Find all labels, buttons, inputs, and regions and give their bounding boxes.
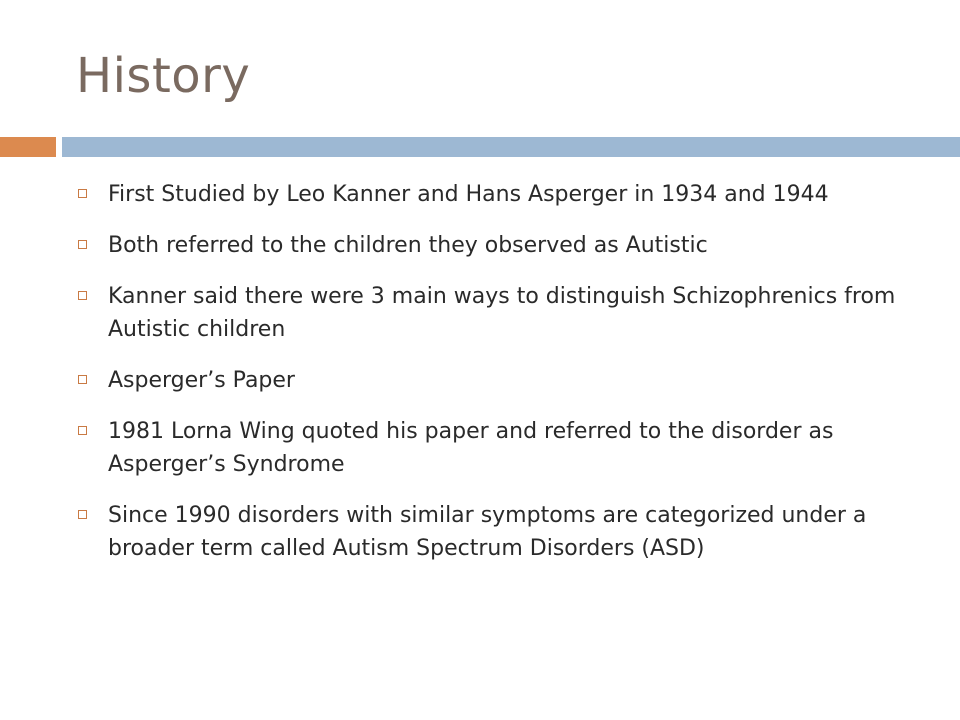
bullet-text: Kanner said there were 3 main ways to distinguish Schizophrenics from Autistic children bbox=[108, 284, 896, 342]
bullet-item bbox=[76, 280, 926, 346]
hollow-square-icon bbox=[78, 291, 87, 300]
bullet-item bbox=[76, 229, 926, 262]
slide-title: History bbox=[76, 48, 251, 104]
bullet-item bbox=[76, 364, 926, 397]
hollow-square-icon bbox=[78, 510, 87, 519]
bullet-item bbox=[76, 499, 926, 565]
bullet-list bbox=[76, 178, 926, 583]
bullet-item bbox=[76, 415, 926, 481]
hollow-square-icon bbox=[78, 375, 87, 384]
title-accent-bar-orange bbox=[0, 137, 56, 157]
bullet-text: Asperger’s Paper bbox=[108, 368, 295, 393]
bullet-item bbox=[76, 178, 926, 211]
hollow-square-icon bbox=[78, 189, 87, 198]
hollow-square-icon bbox=[78, 426, 87, 435]
hollow-square-icon bbox=[78, 240, 87, 249]
bullet-text: Since 1990 disorders with similar symptoms are categorized under a broader term called Autism Spectrum Disorders (ASD) bbox=[108, 503, 867, 561]
title-accent-bar-blue bbox=[62, 137, 960, 157]
bullet-text: Both referred to the children they observed as Autistic bbox=[108, 233, 708, 258]
bullet-text: First Studied by Leo Kanner and Hans Asperger in 1934 and 1944 bbox=[108, 182, 829, 207]
bullet-text: 1981 Lorna Wing quoted his paper and referred to the disorder as Asperger’s Syndrome bbox=[108, 419, 834, 477]
